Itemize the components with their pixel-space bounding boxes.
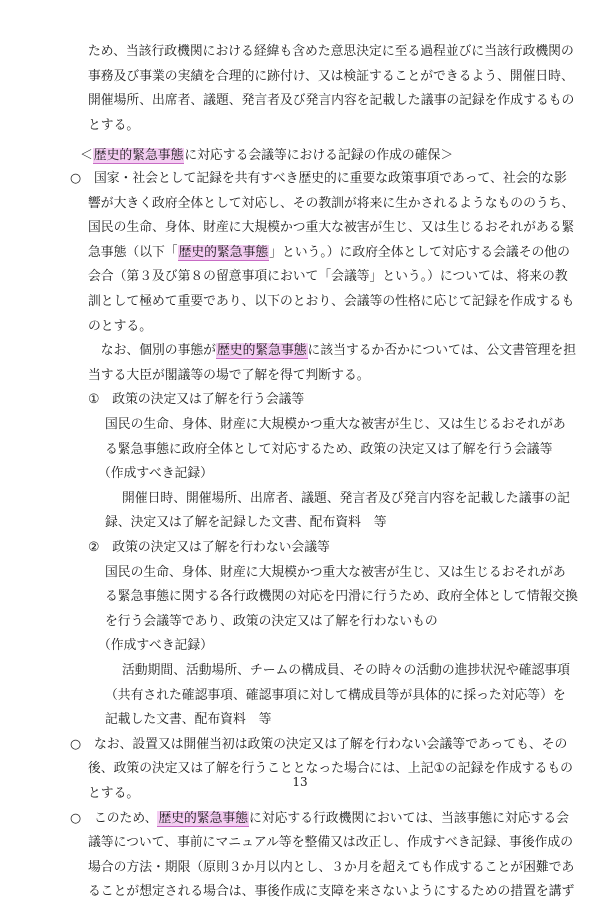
item1-title: ① 政策の決定又は了解を行う会議等 [88,392,305,407]
para2-line-1 [88,343,576,359]
item1-record-label: （作成すべき記録） [98,466,213,481]
item2-record-label: （作成すべき記録） [98,638,213,653]
item2-body-line-2: る緊急事態に関する各行政機関の対応を円滑に行うため、政府全体として情報交換 [105,589,578,604]
item2-record-line-2: （共有された確認事項、確認事項に対して構成員等が具体的に採った対応等）を [105,688,566,703]
section-heading-open: ＜ [80,148,93,163]
para1-line-1: ○ 国家・社会として記録を共有すべき歴史的に重要な政策事項であって、社会的な影 [70,171,567,186]
para3-line-2: 後、政策の決定又は了解を行うこととなった場合には、上記①の記録を作成するもの [88,761,573,776]
para3-line-1: ○ なお、設置又は開催当初は政策の決定又は了解を行わない会議等であっても、その [70,737,568,752]
para4-line-4: ることが想定される場合は、事後作成に支障を来さないようにするための措置を講ず [88,884,575,899]
para1-highlight: 歴史的緊急事態 [178,245,269,260]
para1-line-7: のとする。 [88,319,152,334]
intro-line-1: ため、当該行政機関における経緯も含めた意思決定に至る過程並びに当該行政機関の [88,44,574,59]
section-heading-rest: に対応する会議等における記録の作成の確保＞ [184,148,454,163]
para3-line-3: とする。 [88,786,140,801]
para4-line-1-start: ○ このため、 [70,811,158,826]
item1-body-line-1: 国民の生命、身体、財産に大規模かつ重大な被害が生じ、又は生じるおそれがあ [105,417,566,432]
section-heading-highlight: 歴史的緊急事態 [93,148,184,163]
para1-line-4 [88,245,570,261]
para1-line-2: 響が大きく政府全体として対応し、その教訓が将来に生かされるようなもののうち、 [88,196,575,211]
para4-line-3: 場合の方法・期限（原則３か月以内とし、３か月を超えても作成することが困難であ [88,860,575,875]
para4-line-1-end: に対応する行政機関においては、当該事態に対応する会 [249,811,569,826]
intro-line-2: 事務及び事業の実績を合理的に跡付け、又は検証することができるよう、開催日時、 [88,69,574,84]
para1-line-3: 国民の生命、身体、財産に大規模かつ重大な被害が生じ、又は生じるおそれがある緊 [88,220,575,235]
para1-line-4-start: 急事態（以下「 [88,245,178,260]
item2-title: ② 政策の決定又は了解を行わない会議等 [88,540,330,555]
para2-line-1-end: に該当するか否かについては、公文書管理を担 [307,343,577,358]
item1-body-line-2: る緊急事態に政府全体として対応するため、政策の決定又は了解を行う会議等 [105,442,553,457]
item2-record-line-1: 活動期間、活動場所、チームの構成員、その時々の活動の進捗状況や確認事項 [122,663,570,678]
para1-line-4-end: 」という。）に政府全体として対応する会議その他の [269,245,570,260]
item2-body-line-3: を行う会議等であり、政策の決定又は了解を行わないもの [105,614,438,629]
para4-line-2: 議等について、事前にマニュアル等を整備又は改正し、作成すべき記録、事後作成の [88,835,574,850]
item1-record-line-1: 開催日時、開催場所、出席者、議題、発言者及び発言内容を記載した議事の記 [122,491,570,506]
para4-line-1 [70,811,569,827]
para2-highlight: 歴史的緊急事態 [216,343,307,358]
para2-line-1-start: なお、個別の事態が [88,343,216,358]
intro-line-3: 開催場所、出席者、議題、発言者及び発言内容を記載した議事の記録を作成するもの [88,93,575,108]
para1-line-5: 会合（第３及び第８の留意事項において「会議等」という。）については、将来の教 [88,269,568,284]
page-number: 13 [292,775,308,789]
item2-record-line-3: 記載した文書、配布資料 等 [105,712,272,727]
item2-body-line-1: 国民の生命、身体、財産に大規模かつ重大な被害が生じ、又は生じるおそれがあ [105,565,566,580]
para4-highlight: 歴史的緊急事態 [158,811,249,826]
item1-record-line-2: 録、決定又は了解を記録した文書、配布資料 等 [105,515,387,530]
intro-line-4: とする。 [88,118,140,133]
para2-line-2: 当する大臣が閣議等の場で了解を得て判断する。 [88,368,370,383]
para1-line-6: 訓として極めて重要であり、以下のとおり、会議等の性格に応じて記録を作成するも [88,294,575,309]
section-heading [80,148,453,164]
